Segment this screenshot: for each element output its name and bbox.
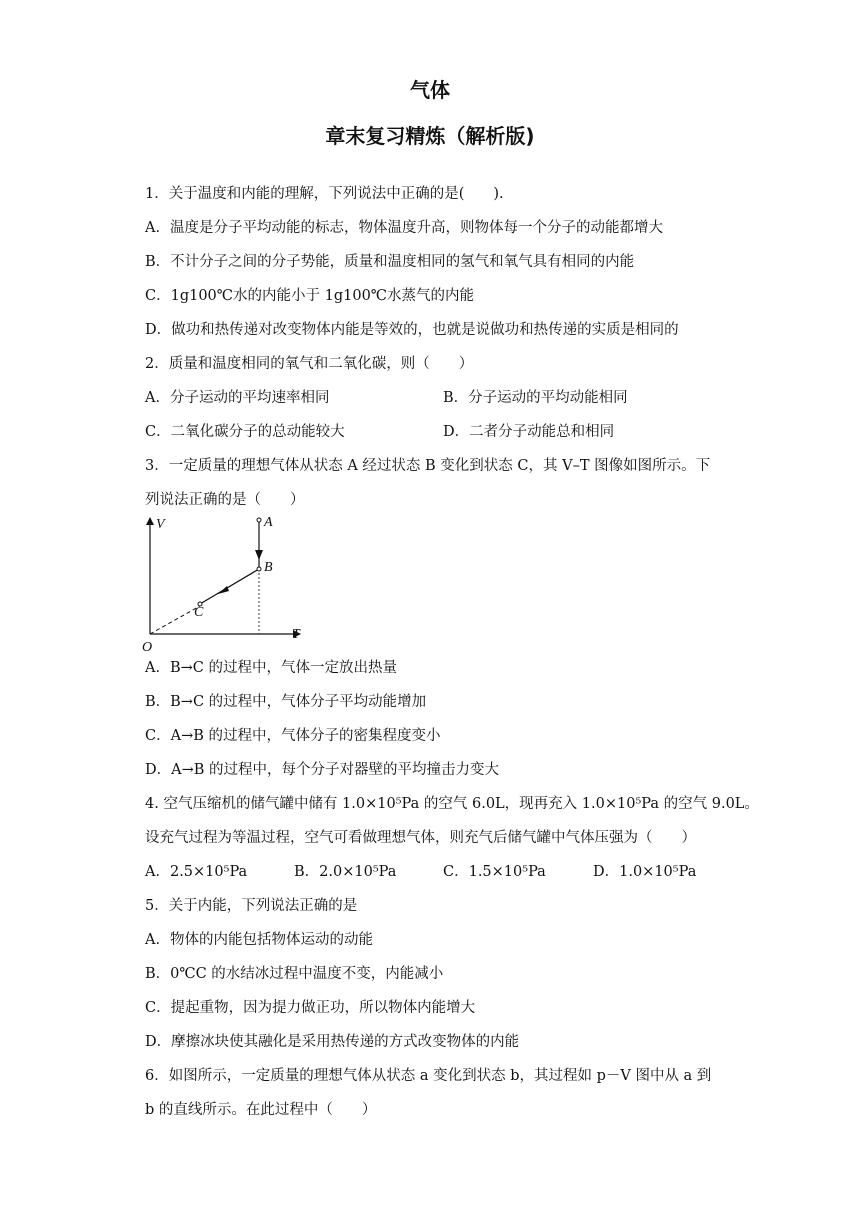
v-axis-label: V [156,517,165,532]
q6-stem-line1: 6．如图所示，一定质量的理想气体从状态 a 变化到状态 b，其过程如 p－V 图中从 a 到 [145,1068,712,1084]
origin-label: O [142,640,153,655]
q4-option-d: D．1.0×10⁵Pa [593,864,697,880]
point-a-label: A [264,515,273,530]
dashed-origin-line [150,606,200,634]
q2-option-c: C．二氧化碳分子的总动能较大 [145,424,345,440]
q4-stem-line2: 设充气过程为等温过程，空气可看做理想气体，则充气后储气罐中气体压强为（ ） [145,830,696,846]
q1-option-b: B．不计分子之间的分子势能，质量和温度相同的氢气和氧气具有相同的内能 [145,254,635,270]
arrow-a-to-b-icon [255,550,263,560]
q5-option-a: A．物体的内能包括物体运动的动能 [145,932,373,948]
q1-option-d: D．做功和热传递对改变物体内能是等效的，也就是说做功和热传递的实质是相同的 [145,322,679,338]
q3-option-b: B．B→C 的过程中，气体分子平均动能增加 [145,694,427,710]
q4-option-b: B．2.0×10⁵Pa [294,864,397,880]
point-b [257,567,261,571]
q2-stem: 2．质量和温度相同的氧气和二氧化碳，则（ ） [145,356,474,372]
vt-graph [138,510,313,655]
q2-option-b: B．分子运动的平均动能相同 [443,390,628,406]
segment-b-c [200,569,259,604]
q3-option-c: C．A→B 的过程中，气体分子的密集程度变小 [145,728,441,744]
q6-stem-line2: b 的直线所示。在此过程中（ ） [145,1102,377,1118]
q5-option-c: C．提起重物，因为提力做正功，所以物体内能增大 [145,1000,476,1016]
t-axis-label: T [292,627,300,642]
q1-option-a: A．温度是分子平均动能的标志，物体温度升高，则物体每一个分子的动能都增大 [145,220,663,236]
q3-stem-line2: 列说法正确的是（ ） [145,492,305,508]
q2-option-d: D．二者分子动能总和相同 [443,424,615,440]
q5-option-b: B．0℃C 的水结冰过程中温度不变，内能减小 [145,966,444,982]
arrow-b-to-c-icon [218,586,229,594]
q4-option-c: C．1.5×10⁵Pa [443,864,546,880]
q3-stem-line1: 3．一定质量的理想气体从状态 A 经过状态 B 变化到状态 C，其 V–T 图像如图所示。下 [145,458,711,474]
point-a [257,518,261,522]
point-c-label: C [194,605,204,620]
q3-option-d: D．A→B 的过程中，每个分子对器壁的平均撞击力变大 [145,762,500,778]
q5-stem: 5．关于内能，下列说法正确的是 [145,898,358,914]
q4-option-a: A．2.5×10⁵Pa [145,864,248,880]
q1-stem: 1．关于温度和内能的理解，下列说法中正确的是( ). [145,186,504,202]
point-b-label: B [264,560,273,575]
q2-option-a: A．分子运动的平均速率相同 [145,390,330,406]
q1-option-c: C．1g100℃水的内能小于 1g100℃水蒸气的内能 [145,288,475,304]
document-title: 气体 [410,78,450,102]
q5-option-d: D．摩擦冰块使其融化是采用热传递的方式改变物体的内能 [145,1034,520,1050]
q3-option-a: A．B→C 的过程中，气体一定放出热量 [145,660,397,676]
q4-stem-line1: 4. 空气压缩机的储气罐中储有 1.0×10⁵Pa 的空气 6.0L，现再充入 1.0×10⁵Pa 的空气 9.0L。 [145,796,759,812]
document-subtitle: 章末复习精炼（解析版) [325,124,535,148]
